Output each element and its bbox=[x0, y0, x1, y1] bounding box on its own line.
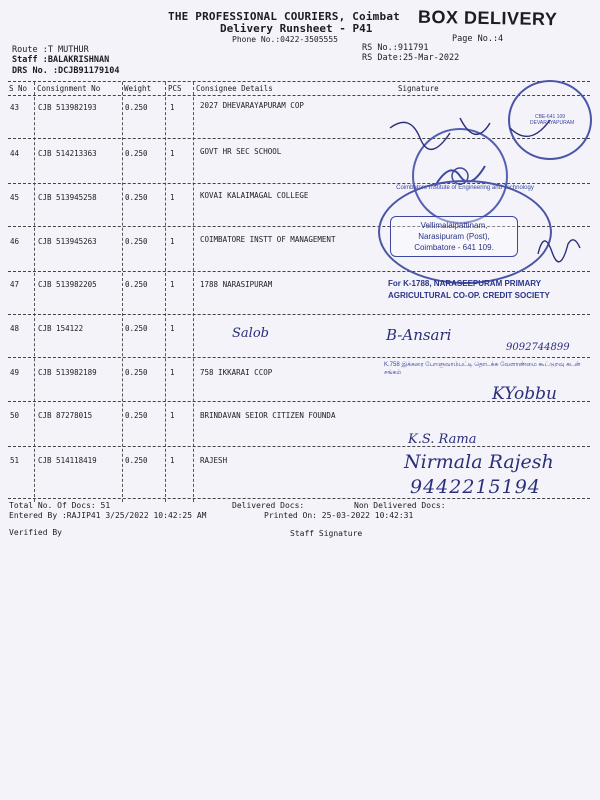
row-consignment: CJB 87278015 bbox=[38, 411, 93, 420]
entered-by: Entered By :RAJIP41 3/25/2022 10:42:25 AM bbox=[9, 511, 207, 520]
row-consignee: 758 IKKARAI CCOP bbox=[200, 368, 273, 377]
col-consignment: Consignment No bbox=[37, 84, 101, 93]
row-weight: 0.250 bbox=[125, 149, 148, 158]
staff: Staff :BALAKRISHNAN bbox=[12, 55, 110, 65]
row-weight: 0.250 bbox=[125, 103, 148, 112]
row-consignment: CJB 514118419 bbox=[38, 456, 97, 465]
institute-address-stamp: Vellimalaipattinam, Narasipuram (Post), Coimbatore - 641 109. bbox=[390, 216, 518, 257]
rs-number: RS No.:911791 bbox=[362, 43, 429, 53]
signature-50: K.S. Rama bbox=[408, 432, 477, 447]
signature-51-name: Nirmala Rajesh bbox=[404, 451, 554, 473]
society-stamp: For K-1788, NARASEEPURAM PRIMARY AGRICULTURAL CO-OP. CREDIT SOCIETY bbox=[388, 279, 550, 300]
signature-48: Salob bbox=[232, 326, 269, 341]
row-pcs: 1 bbox=[170, 103, 175, 112]
row-consignment: CJB 513982193 bbox=[38, 103, 97, 112]
row-sno: 51 bbox=[10, 456, 20, 465]
row-weight: 0.250 bbox=[125, 411, 148, 420]
row-weight: 0.250 bbox=[125, 193, 148, 202]
runsheet-title: Delivery Runsheet - P41 bbox=[220, 22, 373, 35]
ikkarai-stamp: K.758 இக்கரை போளுவாம்பட்டி தொடக்க வேளாண்மை கூட்டுறவு கடன் சங்கம் bbox=[384, 362, 581, 376]
box-delivery-stamp: BOX DELIVERY bbox=[417, 6, 558, 30]
phone-number: Phone No.:0422-3505555 bbox=[232, 35, 338, 44]
row-sno: 49 bbox=[10, 368, 20, 377]
row-weight: 0.250 bbox=[125, 368, 148, 377]
row-consignment: CJB 513982189 bbox=[38, 368, 97, 377]
non-delivered-docs: Non Delivered Docs: bbox=[354, 501, 446, 510]
row-consignee: KOVAI KALAIMAGAL COLLEGE bbox=[200, 191, 309, 200]
signature-43-scribble bbox=[380, 108, 580, 168]
row-weight: 0.250 bbox=[125, 324, 148, 333]
total-docs: Total No. Of Docs: 51 bbox=[9, 501, 111, 510]
row-sno: 50 bbox=[10, 411, 20, 420]
row-pcs: 1 bbox=[170, 411, 175, 420]
signature-48b: B-Ansari bbox=[386, 326, 452, 344]
devarayapuram-seal: CBE-641 109 DEVARAYAPURAM bbox=[508, 80, 592, 160]
col-consignee: Consignee Details bbox=[196, 84, 273, 93]
col-signature: Signature bbox=[398, 84, 439, 93]
delivered-docs: Delivered Docs: bbox=[232, 501, 305, 510]
signature-49: KYobbu bbox=[492, 384, 557, 404]
row-weight: 0.250 bbox=[125, 237, 148, 246]
row-pcs: 1 bbox=[170, 193, 175, 202]
signature-51-phone: 9442215194 bbox=[410, 476, 541, 498]
row-pcs: 1 bbox=[170, 456, 175, 465]
row-weight: 0.250 bbox=[125, 280, 148, 289]
col-pcs: PCS bbox=[168, 84, 182, 93]
row-sno: 45 bbox=[10, 193, 20, 202]
row-sno: 43 bbox=[10, 103, 20, 112]
row-consignment: CJB 154122 bbox=[38, 324, 84, 333]
row-consignee: GOVT HR SEC SCHOOL bbox=[200, 147, 282, 156]
institute-ring-text: Coimbatore Institute of Engineering and Technology bbox=[396, 185, 534, 191]
row-sno: 48 bbox=[10, 324, 20, 333]
col-weight: Weight bbox=[124, 84, 152, 93]
printed-on: Printed On: 25-03-2022 10:42:31 bbox=[264, 511, 414, 520]
row-consignee: 1788 NARASIPURAM bbox=[200, 280, 273, 289]
row-pcs: 1 bbox=[170, 324, 175, 333]
row-pcs: 1 bbox=[170, 149, 175, 158]
row-consignee: RAJESH bbox=[200, 456, 228, 465]
row-pcs: 1 bbox=[170, 368, 175, 377]
row-consignment: CJB 513982205 bbox=[38, 280, 97, 289]
row-weight: 0.250 bbox=[125, 456, 148, 465]
verified-by: Verified By bbox=[9, 528, 62, 537]
drs-number: DRS No. :DCJB91179104 bbox=[12, 66, 120, 76]
phone-48: 9092744899 bbox=[506, 342, 570, 353]
row-pcs: 1 bbox=[170, 237, 175, 246]
col-sno: S No bbox=[9, 84, 28, 93]
table-header-rule bbox=[8, 95, 590, 96]
row-sno: 44 bbox=[10, 149, 20, 158]
row-consignee: COIMBATORE INSTT OF MANAGEMENT bbox=[200, 235, 336, 244]
row-consignment: CJB 513945263 bbox=[38, 237, 97, 246]
row-consignee: BRINDAVAN SEIOR CITIZEN FOUNDA bbox=[200, 411, 336, 420]
row-sno: 47 bbox=[10, 280, 20, 289]
table-top-rule bbox=[8, 81, 590, 82]
rs-date: RS Date:25-Mar-2022 bbox=[362, 53, 460, 63]
company-title: THE PROFESSIONAL COURIERS, Coimbat bbox=[168, 10, 400, 23]
row-consignment: CJB 514213363 bbox=[38, 149, 97, 158]
route: Route :T MUTHUR bbox=[12, 45, 89, 55]
page-number: Page No.:4 bbox=[452, 34, 504, 44]
row-sno: 46 bbox=[10, 237, 20, 246]
row-pcs: 1 bbox=[170, 280, 175, 289]
signature-46-scribble bbox=[534, 224, 584, 264]
staff-signature: Staff Signature bbox=[290, 529, 363, 538]
row-consignment: CJB 513945258 bbox=[38, 193, 97, 202]
row-consignee: 2027 DHEVARAYAPURAM COP bbox=[200, 101, 304, 110]
